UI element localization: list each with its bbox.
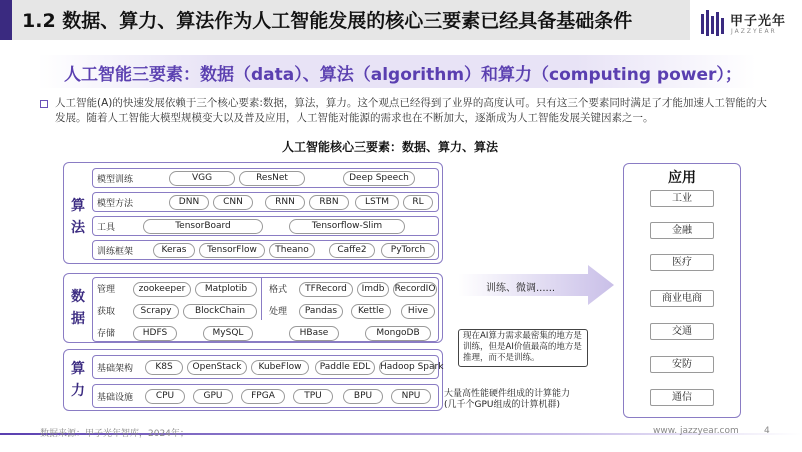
page-title: 1.2 数据、算力、算法作为人工智能发展的核心三要素已经具备基础条件 [22, 10, 633, 32]
pill: Theano [269, 243, 315, 258]
pill: RNN [265, 195, 305, 210]
intro-paragraph: 人工智能(A)的快速发展依赖于三个核心要素:数据，算法，算力。这个观点已经得到了业界的高度认可。只有这三个要素同时满足了才能加速人工智能的大发展。随着人工智能大模型规模变大以及普及应用，人工智能对能源的需求也在不断加大，逐渐成为人工智能发展关键因素之一。 [55, 97, 767, 124]
pill: TFRecord [299, 282, 353, 297]
pill: LSTM [355, 195, 399, 210]
pill: HDFS [133, 326, 177, 341]
pill: zookeeper [133, 282, 191, 297]
application-item: 商业电商 [650, 290, 714, 307]
pill: OpenStack [187, 360, 247, 375]
algorithm-group [63, 162, 443, 264]
compute-note [444, 389, 570, 411]
compute-note-line2: (几千个GPU组成的计算机群) [444, 400, 561, 410]
application-item: 金融 [650, 222, 714, 239]
row-label: 基础设施 [97, 393, 134, 403]
compute-row-hardware [92, 384, 439, 408]
pill: Keras [153, 243, 195, 258]
algorithm-label: 算法 [71, 198, 85, 236]
pill: Hadoop Spark [379, 360, 435, 375]
row-label: 训练框架 [97, 247, 134, 257]
page-number: 4 [764, 426, 770, 436]
application-item: 交通 [650, 323, 714, 340]
row-label: 工具 [97, 223, 116, 233]
arrow-label: 训练、微调...... [486, 283, 556, 294]
pill: MongoDB [365, 326, 431, 341]
row-label: 处理 [269, 307, 288, 317]
application-item: 通信 [650, 389, 714, 406]
pill: Caffe2 [329, 243, 375, 258]
pill: ResNet [239, 171, 305, 186]
compute-label: 算力 [71, 361, 85, 399]
row-label: 模型训练 [97, 175, 134, 185]
pill: TensorFlow [199, 243, 265, 258]
pill: Hive [401, 304, 435, 319]
data-label: 数据 [71, 289, 85, 327]
website-link[interactable]: www. jazzyear.com [653, 426, 739, 436]
bullet-icon [40, 100, 48, 108]
algo-row-frameworks [92, 240, 439, 260]
pill: Tensorflow-Slim [289, 219, 405, 234]
pill: Imdb [357, 282, 389, 297]
pill: NPU [391, 389, 431, 404]
applications-title: 应用 [668, 170, 696, 186]
pill: BPU [343, 389, 383, 404]
pill: Scrapy [133, 304, 179, 319]
pill: GPU [193, 389, 233, 404]
pill: CNN [213, 195, 253, 210]
logo-icon [700, 8, 726, 38]
algo-row-tools [92, 216, 439, 236]
data-group [63, 273, 443, 343]
pill: PyTorch [381, 243, 435, 258]
pill: Matplotib [195, 282, 257, 297]
pill: KubeFlow [251, 360, 309, 375]
algo-row-methods [92, 192, 439, 212]
row-label: 管理 [97, 285, 116, 295]
pill: BlockChain [183, 304, 257, 319]
data-rows [92, 277, 439, 342]
algo-row-training [92, 168, 439, 188]
row-label: 基础架构 [97, 364, 134, 374]
compute-row-infra [92, 355, 444, 379]
application-item: 安防 [650, 356, 714, 373]
pill: Pandas [299, 304, 343, 319]
logo-subtext: JAZZYEAR [731, 28, 777, 35]
pill: TPU [293, 389, 333, 404]
pill: MySQL [203, 326, 253, 341]
row-label: 格式 [269, 285, 288, 295]
pill: Paddle EDL [315, 360, 375, 375]
pill: K8S [145, 360, 183, 375]
data-divider [261, 278, 262, 320]
pill: Deep Speech [343, 171, 415, 186]
callout-note: 现在AI算力需求最密集的地方是训练，但是AI价值最高的地方是推理，而不是训练。 [458, 329, 588, 367]
pill: Kettle [351, 304, 391, 319]
pill: DNN [169, 195, 209, 210]
row-label: 模型方法 [97, 199, 134, 209]
diagram-title: 人工智能核心三要素：数据、算力、算法 [282, 140, 499, 154]
subtitle: 人工智能三要素：数据（data）、算法（algorithm）和算力（computing power）； [64, 65, 742, 85]
compute-group [63, 349, 443, 411]
source-note: 数据来源：甲子光年智库，2024年； [40, 429, 189, 439]
pill: CPU [145, 389, 185, 404]
compute-note-line1: 大量高性能硬件组成的计算能力 [444, 389, 571, 399]
pill: HBase [289, 326, 339, 341]
pill: FPGA [241, 389, 285, 404]
pill: RBN [309, 195, 349, 210]
pill: VGG [169, 171, 235, 186]
pill: TensorBoard [143, 219, 263, 234]
row-label: 存储 [97, 329, 116, 339]
row-label: 获取 [97, 307, 116, 317]
logo-text: 甲子光年 [730, 14, 787, 29]
pill: RL [403, 195, 433, 210]
title-accent [0, 0, 12, 40]
pill: RecordIO [393, 282, 437, 297]
application-item: 工业 [650, 190, 714, 207]
application-item: 医疗 [650, 254, 714, 271]
